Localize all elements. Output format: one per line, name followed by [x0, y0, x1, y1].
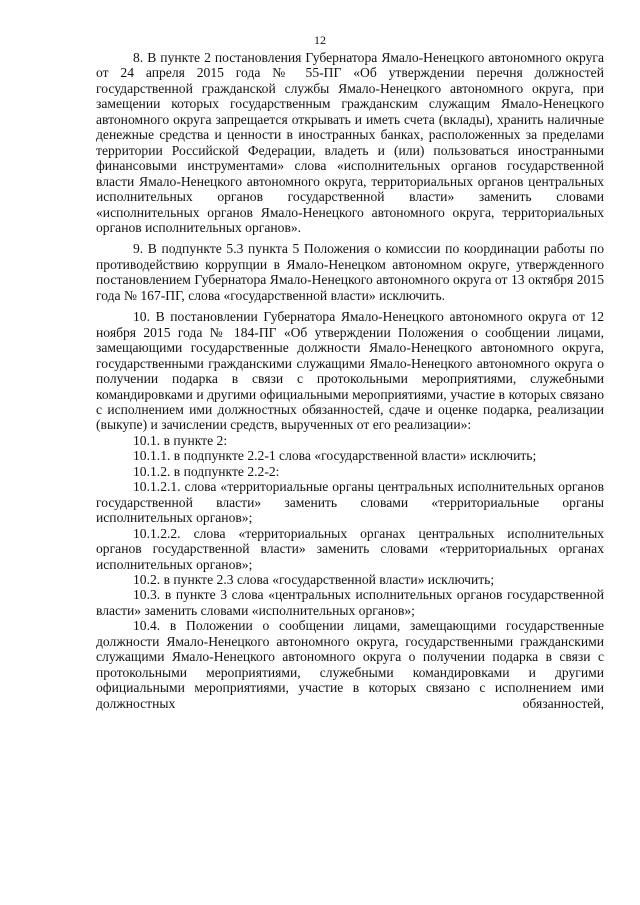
paragraph-10-3: 10.3. в пункте 3 слова «центральных исполнительных органов государственной власти» заменить словами «исполнительных органов»;: [96, 587, 604, 618]
paragraph-10-1-2-2: 10.1.2.2. слова «территориальных органах центральных исполнительных органов государственной власти» заменить словами «территориальных органах исполнительных органов»;: [96, 525, 604, 572]
paragraph-10-1-2: 10.1.2. в подпункте 2.2-2:: [133, 463, 280, 479]
paragraph-10-4: 10.4. в Положении о сообщении лицами, замещающими государственные должности Ямало-Ненецкого автономного округа, государственными гражданскими служащими Ямало-Ненецкого автономного округа о получении подарка в связи с протокольными мероприятиями, служебными командировками и другими официальными мероприятиями, участие в которых связано с исполнением ими должностных обязанностей,: [96, 618, 604, 711]
paragraph-10-1-2-1: 10.1.2.1. слова «территориальные органы центральных исполнительных органов государственной власти» заменить словами «территориальные органы исполнительных органов»;: [96, 479, 604, 526]
page-number: 12: [314, 33, 326, 47]
paragraph-10-1: 10.1. в пункте 2:: [133, 432, 228, 448]
paragraph-10-2: 10.2. в пункте 2.3 слова «государственной власти» исключить;: [133, 571, 495, 587]
document-body: [96, 50, 604, 711]
paragraph-10: 10. В постановлении Губернатора Ямало-Ненецкого автономного округа от 12 ноября 2015 года № 184-ПГ «Об утверждении Положения о сообщении лицами, замещающими государственные должности Ямало-Ненецкого автономного округа, государственными гражданскими служащими Ямало-Ненецкого автономного округа о получении подарка в связи с протокольными мероприятиями, служебными командировками и другими официальными мероприятиями, участие в которых связано с исполнением ими должностных обязанностей, сдаче и оценке подарка, реализации (выкупе) и зачислении средств, вырученных от его реализации»:: [96, 309, 604, 433]
paragraph-9: 9. В подпункте 5.3 пункта 5 Положения о комиссии по координации работы по противодействию коррупции в Ямало-Ненецком автономном округе, утвержденного постановлением Губернатора Ямало-Ненецкого автономного округа от 13 октября 2015 года № 167-ПГ, слова «государственной власти» исключить.: [96, 241, 604, 303]
paragraph-8: 8. В пункте 2 постановления Губернатора Ямало-Ненецкого автономного округа от 24 апреля 2015 года № 55-ПГ «Об утверждении перечня должностей государственной гражданской службы Ямало-Ненецкого автономного округа, при замещении которых государственным гражданским служащим Ямало-Ненецкого автономного округа запрещается открывать и иметь счета (вклады), хранить наличные денежные средства и ценности в иностранных банках, расположенных за пределами территории Российской Федерации, владеть и (или) пользоваться иностранными финансовыми инструментами» слова «исполнительных органов государственной власти Ямало-Ненецкого автономного округа, территориальных органов центральных исполнительных органов государственной власти» заменить словами «исполнительных органов Ямало-Ненецкого автономного округа, территориальных органов исполнительных органов».: [96, 50, 604, 235]
paragraph-10-1-1: 10.1.1. в подпункте 2.2-1 слова «государственной власти» исключить;: [133, 448, 537, 464]
